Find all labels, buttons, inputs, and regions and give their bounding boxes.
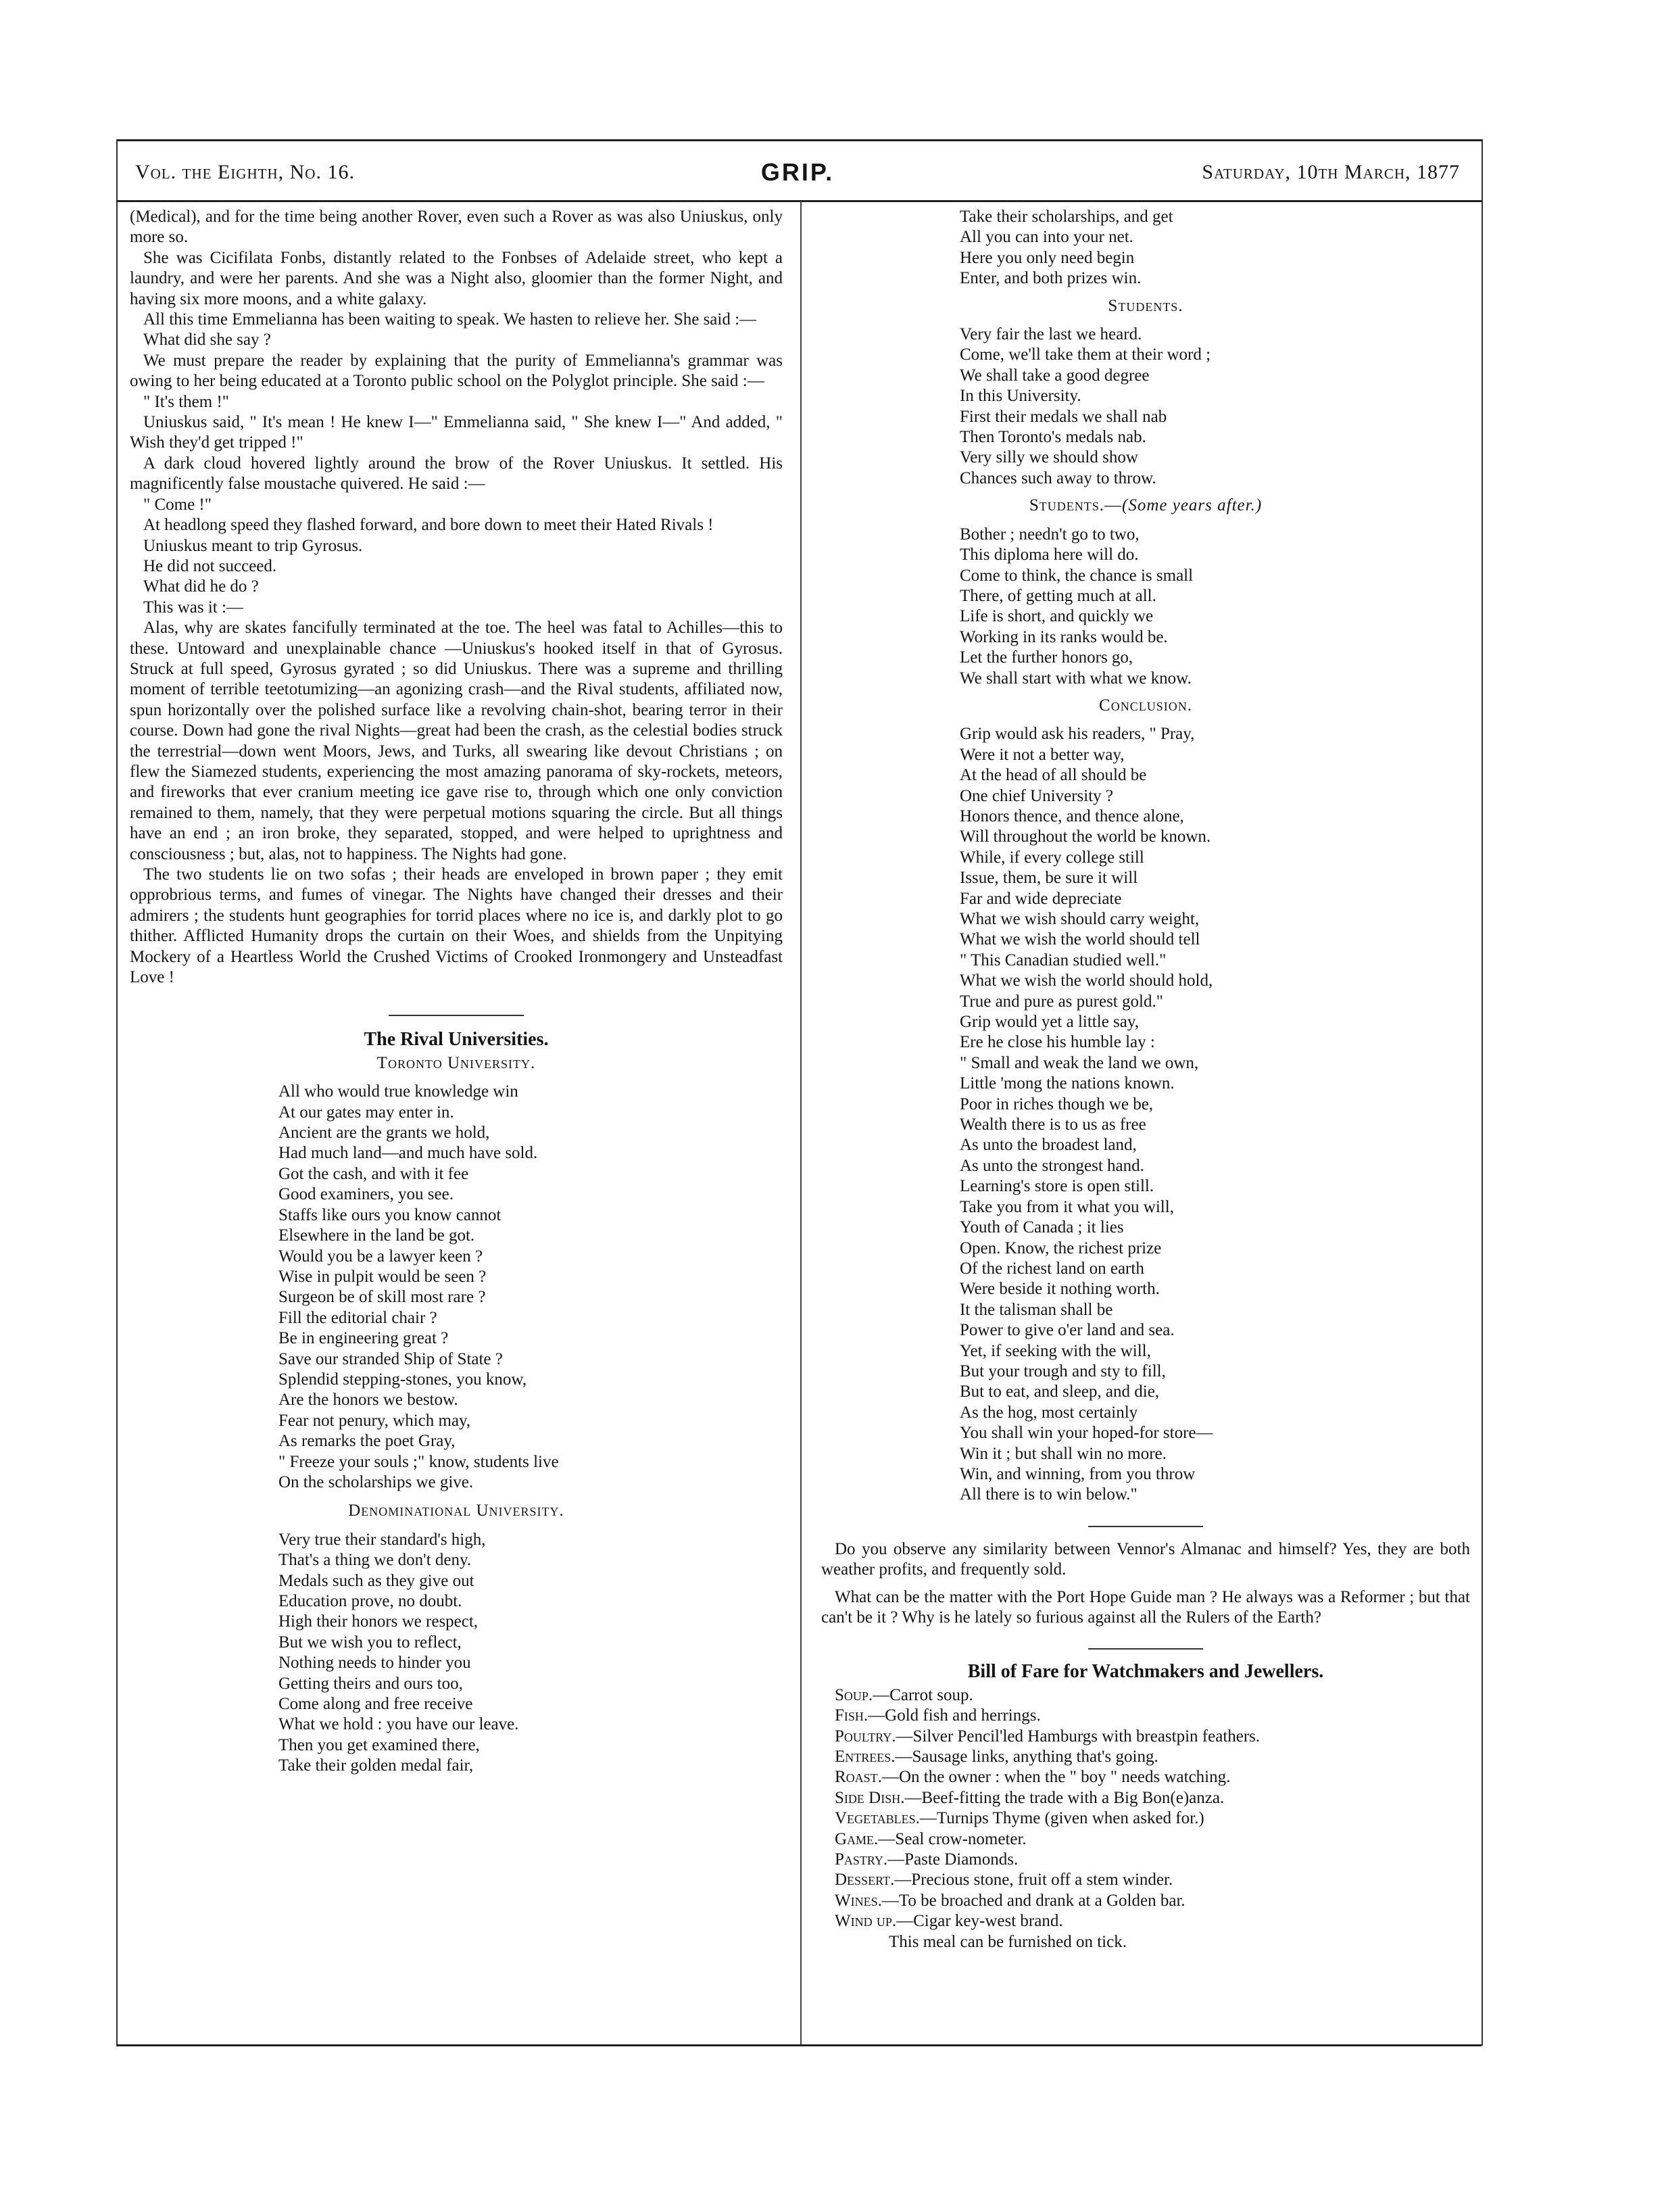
poem-line: Little 'mong the nations known. (960, 1074, 1175, 1093)
poem-line: Of the richest land on earth (960, 1259, 1144, 1278)
masthead-date: Saturday, 10th March, 1877 (1202, 161, 1460, 183)
poem-line: Take their golden medal fair, (278, 1756, 474, 1775)
poem-verse (278, 1530, 783, 1777)
poem-line: All you can into your net. (960, 228, 1133, 247)
poem-line: Come to think, the chance is small (960, 566, 1194, 585)
poem-line: High their honors we respect, (278, 1612, 479, 1631)
story-text (130, 207, 783, 988)
menu-item (835, 1829, 1470, 1850)
poem-section-heading-text: Students.— (1029, 496, 1122, 515)
menu-dish: Sausage links, anything that's going. (912, 1748, 1158, 1766)
poem-line: Very true their standard's high, (278, 1530, 486, 1549)
poem-line: Take their scholarships, and get (960, 208, 1173, 226)
poem-line: Ancient are the grants we hold, (278, 1124, 490, 1143)
poem-line: Were it not a better way, (960, 745, 1125, 764)
poem-section-heading: Students. (1108, 296, 1183, 315)
menu-item (835, 1808, 1470, 1829)
poem-line: What we hold : you have our leave. (278, 1715, 519, 1734)
poem-section-heading: Conclusion. (1099, 696, 1192, 715)
poem-line: Fear not penury, which may, (278, 1411, 471, 1430)
poem-line: But your trough and sty to fill, (960, 1362, 1166, 1380)
menu-item (835, 1727, 1470, 1747)
menu-course: Dessert.— (835, 1871, 912, 1890)
poem-line: Then Toronto's medals nab. (960, 428, 1146, 447)
poem-line: What we wish the world should tell (960, 930, 1200, 949)
menu-item (835, 1706, 1470, 1726)
menu-item (835, 1850, 1470, 1870)
poem-line: Yet, if seeking with the will, (960, 1341, 1151, 1360)
masthead-volume: Vol. the Eighth, No. 16. (135, 161, 355, 183)
menu-dish: Carrot soup. (889, 1685, 973, 1704)
poem-section-heading (821, 496, 1470, 516)
poem-line: Very fair the last we heard. (960, 325, 1142, 344)
menu-item (835, 1870, 1470, 1890)
menu-item (835, 1911, 1470, 1931)
poem-line: This diploma here will do. (960, 546, 1139, 564)
bottom-rule (116, 2044, 1482, 2046)
poem-line: Learning's store is open still. (960, 1177, 1154, 1196)
menu-dish: Precious stone, fruit off a stem winder. (911, 1871, 1173, 1890)
poem-line: Win, and winning, from you throw (960, 1464, 1196, 1483)
poem-line: Splendid stepping-stones, you know, (278, 1370, 527, 1389)
menu-dish: Seal crow-nometer. (895, 1829, 1027, 1848)
menu-item (835, 1767, 1470, 1787)
poem-line: There, of getting much at all. (960, 586, 1156, 605)
story-paragraph: " Come !" (143, 495, 212, 514)
poem-section-heading: Denominational University. (348, 1501, 564, 1520)
poem-line: Save our stranded Ship of State ? (278, 1349, 503, 1368)
story-paragraph: We must prepare the reader by explaining that the purity of Emmelianna's grammar was owing to her being educated at a Toronto public school on the Polyglot principle. She said :— (130, 351, 783, 391)
poem-line: Life is short, and quickly we (960, 607, 1154, 626)
poem-line: Getting theirs and ours too, (278, 1674, 463, 1693)
menu-dish: Paste Diamonds. (904, 1850, 1019, 1869)
poem-line: Fill the editorial chair ? (278, 1308, 437, 1327)
poem-line: Surgeon be of skill most rare ? (278, 1288, 486, 1307)
story-paragraph: Uniuskus meant to trip Gyrosus. (143, 536, 363, 555)
poem-line: Wealth there is to us as free (960, 1115, 1146, 1134)
poem-line: Working in its ranks would be. (960, 627, 1168, 646)
poem-line: Then you get examined there, (278, 1735, 480, 1754)
poem-line: Would you be a lawyer keen ? (278, 1247, 483, 1266)
menu-course: Roast.— (835, 1768, 899, 1787)
menu-course: Wind up.— (835, 1912, 914, 1931)
story-paragraph: This was it :— (143, 598, 243, 617)
poem-line: As the hog, most certainly (960, 1403, 1138, 1422)
poem-line: Nothing needs to hinder you (278, 1654, 471, 1673)
poem-line: Power to give o'er land and sea. (960, 1321, 1175, 1340)
section-rule (1088, 1648, 1203, 1650)
poem-line: Poor in riches though we be, (960, 1095, 1154, 1113)
poem-line: Wise in pulpit would be seen ? (278, 1267, 487, 1286)
poem-line: As unto the broadest land, (960, 1136, 1137, 1155)
menu-course: Vegetables.— (835, 1809, 937, 1828)
poem-line: As remarks the poet Gray, (278, 1432, 456, 1451)
story-paragraph: He did not succeed. (143, 556, 277, 575)
poem-line: Were beside it nothing worth. (960, 1280, 1160, 1299)
poem-verse (960, 207, 1470, 289)
poem-line: Here you only need begin (960, 248, 1135, 267)
menu-closing: This meal can be furnished on tick. (889, 1932, 1127, 1951)
masthead-title: GRIP. (760, 158, 835, 186)
poem-line: Medals such as they give out (278, 1571, 474, 1590)
menu-item (835, 1747, 1470, 1767)
poem-line: Bother ; needn't go to two, (960, 525, 1140, 544)
poem-line: Ere he close his humble lay : (960, 1033, 1155, 1052)
masthead (135, 155, 1460, 196)
menu-dish: Beef-fitting the trade with a Big Bon(e)anza. (921, 1788, 1225, 1807)
column-divider (800, 201, 802, 2044)
poem-line: On the scholarships we give. (278, 1472, 474, 1491)
story-paragraph: All this time Emmelianna has been waiting to speak. We hasten to relieve her. She said :— (143, 310, 757, 329)
menu-course: Pastry.— (835, 1850, 905, 1869)
poem-line: What we wish should carry weight, (960, 910, 1200, 928)
poem-line: Education prove, no doubt. (278, 1592, 462, 1610)
poem-line: But we wish you to reflect, (278, 1633, 462, 1652)
menu-course: Game.— (835, 1829, 896, 1848)
poem-line: Staffs like ours you know cannot (278, 1205, 502, 1224)
menu-item (835, 1891, 1470, 1911)
poem-line: All who would true knowledge win (278, 1082, 518, 1101)
poem-title: The Rival Universities. (364, 1029, 549, 1051)
menu-dish: Cigar key-west brand. (913, 1912, 1063, 1931)
poem-section-heading-italic: (Some years after.) (1122, 496, 1263, 515)
section-rule (389, 1015, 524, 1016)
poem-line: As unto the strongest hand. (960, 1156, 1144, 1175)
poem-line: Honors thence, and thence alone, (960, 807, 1184, 825)
poem-line: Very silly we should show (960, 448, 1138, 467)
poem-verse (960, 525, 1470, 689)
poem-line: That's a thing we don't deny. (278, 1551, 472, 1570)
poem-line: Far and wide depreciate (960, 889, 1122, 908)
poem-verse (960, 324, 1470, 489)
menu-dish: Gold fish and herrings. (885, 1706, 1041, 1725)
poem-line: What we wish the world should hold, (960, 971, 1213, 990)
poem-line: At the head of all should be (960, 766, 1147, 785)
poem-line: We shall take a good degree (960, 366, 1150, 385)
poem-line: You shall win your hoped-for store— (960, 1424, 1213, 1443)
poem-line: While, if every college still (960, 848, 1144, 867)
story-paragraph: Alas, why are skates fancifully terminated at the toe. The heel was fatal to Achilles—this to these. Untoward and unexplainable chance —Uniuskus's hooked itself in that of Gyrosus. Struck at full speed, Gyrosus gyrated ; so did Uniuskus. There was a supreme and thrilling moment of terrible teetotumizing—an agonizing crash—and the Rival students, affiliated now, spun horizontally over the polished surface like a revolving chain-shot, bearing terror in their course. Down had gone the rival Nights—great had been the crash, as the celestial bodies struck the terrestrial—down went Moors, Jews, and Turks, all swearing like devout Christians ; on flew the Siamezed students, experiencing the most amazing panorama of sky-rockets, meteors, and fireworks that ever cranium meeting ice gave rise to, through which one only conviction remained to them, namely, that they were perpetual motions squaring the circle. But all things have an end ; an iron broke, they separated, stopped, and were helped to uprightness and consciousness ; but, alas, not to happiness. The Nights had gone. (130, 619, 783, 863)
poem-verse (278, 1082, 783, 1493)
menu-list (821, 1685, 1470, 1932)
poem-line: Elsewhere in the land be got. (278, 1226, 475, 1245)
poem-line: Open. Know, the richest prize (960, 1239, 1162, 1257)
menu-item (835, 1788, 1470, 1808)
poem-line: First their medals we shall nab (960, 407, 1167, 426)
poem-line: Come along and free receive (278, 1695, 473, 1714)
menu-course: Soup.— (835, 1685, 890, 1704)
poem-line: Come, we'll take them at their word ; (960, 345, 1211, 364)
poem-line: Enter, and both prizes win. (960, 269, 1142, 288)
squib-paragraph: What can be the matter with the Port Hope Guide man ? He always was a Reformer ; but that can't be it ? Why is he lately so furious against all the Rulers of the Earth? (821, 1587, 1470, 1627)
menu-dish: On the owner : when the " boy " needs watching. (898, 1768, 1231, 1787)
menu-course: Entrees.— (835, 1748, 912, 1766)
story-paragraph: " It's them !" (143, 392, 229, 411)
menu-course: Fish.— (835, 1706, 885, 1725)
masthead-rule (116, 200, 1482, 202)
poem-line: Grip would ask his readers, " Pray, (960, 725, 1195, 744)
poem-section-heading: Toronto University. (376, 1053, 536, 1072)
story-paragraph: What did he do ? (143, 577, 259, 596)
poem-line: " Freeze your souls ;" know, students live (278, 1452, 559, 1471)
poem-line: At our gates may enter in. (278, 1103, 454, 1122)
poem-line: In this University. (960, 387, 1081, 406)
story-paragraph: At headlong speed they flashed forward, and bore down to meet their Hated Rivals ! (143, 516, 714, 535)
poem-line: Issue, them, be sure it will (960, 869, 1138, 888)
story-paragraph: She was Cicifilata Fonbs, distantly related to the Fonbses of Adelaide street, who kept a laundry, and were her parents. And she was a Night also, gloomier than the former Night, and having six more moons, and a white galaxy. (130, 248, 783, 308)
poem-line: Take you from it what you will, (960, 1197, 1174, 1216)
menu-course: Side Dish.— (835, 1788, 922, 1807)
story-paragraph: A dark cloud hovered lightly around the brow of the Rover Uniuskus. It settled. His magnificently false moustache quivered. He said :— (130, 454, 783, 494)
story-paragraph: The two students lie on two sofas ; their heads are enveloped in brown paper ; they emit opprobrious terms, and fumes of vinegar. The Nights have changed their dresses and their admirers ; the students hunt geographies for torrid places where no ice is, and darkly plot to go thither. Afflicted Humanity drops the curtain on their Woes, and shields from the Unpitying Mockery of a Heartless World the Crushed Victims of Crooked Ironmongery and Unsteadfast Love ! (130, 865, 783, 987)
menu-item (835, 1685, 1470, 1706)
poem-line: " Small and weak the land we own, (960, 1053, 1199, 1072)
poem-line: Got the cash, and with it fee (278, 1164, 469, 1183)
poem-line: Will throughout the world be known. (960, 827, 1211, 846)
story-paragraph: What did she say ? (143, 331, 271, 350)
right-column (821, 207, 1470, 1952)
poem-line: True and pure as purest gold." (960, 992, 1163, 1011)
poem-line: Are the honors we bestow. (278, 1391, 458, 1410)
poem-line: " This Canadian studied well." (960, 951, 1167, 969)
menu-dish: To be broached and drank at a Golden bar. (898, 1891, 1186, 1910)
poem-line: Chances such away to throw. (960, 468, 1156, 487)
poem-line: Be in engineering great ? (278, 1329, 449, 1348)
story-paragraph: Uniuskus said, " It's mean ! He knew I—" Emmelianna said, " She knew I—" And added, " Wish they'd get tripped !" (130, 413, 783, 452)
poem-line: Win it ; but shall win no more. (960, 1444, 1167, 1463)
poem-line: Grip would yet a little say, (960, 1013, 1139, 1032)
menu-dish: Silver Pencil'led Hamburgs with breastpin feathers. (912, 1727, 1261, 1746)
menu-dish: Turnips Thyme (given when asked for.) (936, 1809, 1204, 1828)
menu-course: Poultry.— (835, 1727, 913, 1746)
squib-paragraph: Do you observe any similarity between Vennor's Almanac and himself? Yes, they are both weather profits, and frequently sold. (821, 1539, 1470, 1579)
left-column (130, 207, 783, 1777)
poem-line: All there is to win below." (960, 1485, 1138, 1504)
poem-line: We shall start with what we know. (960, 669, 1192, 688)
menu-course: Wines.— (835, 1891, 899, 1910)
poem-line: Good examiners, you see. (278, 1185, 454, 1204)
menu-title: Bill of Fare for Watchmakers and Jewellers. (967, 1661, 1324, 1683)
poem-line: Let the further honors go, (960, 648, 1133, 667)
poem-line: But to eat, and sleep, and die, (960, 1382, 1160, 1401)
poem-line: Had much land—and much have sold. (278, 1144, 538, 1163)
poem-line: It the talisman shall be (960, 1300, 1113, 1319)
poem-line: One chief University ? (960, 786, 1114, 805)
poem-verse (960, 724, 1470, 1505)
section-rule (1088, 1526, 1203, 1527)
story-paragraph: (Medical), and for the time being another Rover, even such a Rover as was also Uniuskus, only more so. (130, 208, 783, 247)
poem-line: Youth of Canada ; it lies (960, 1218, 1124, 1237)
